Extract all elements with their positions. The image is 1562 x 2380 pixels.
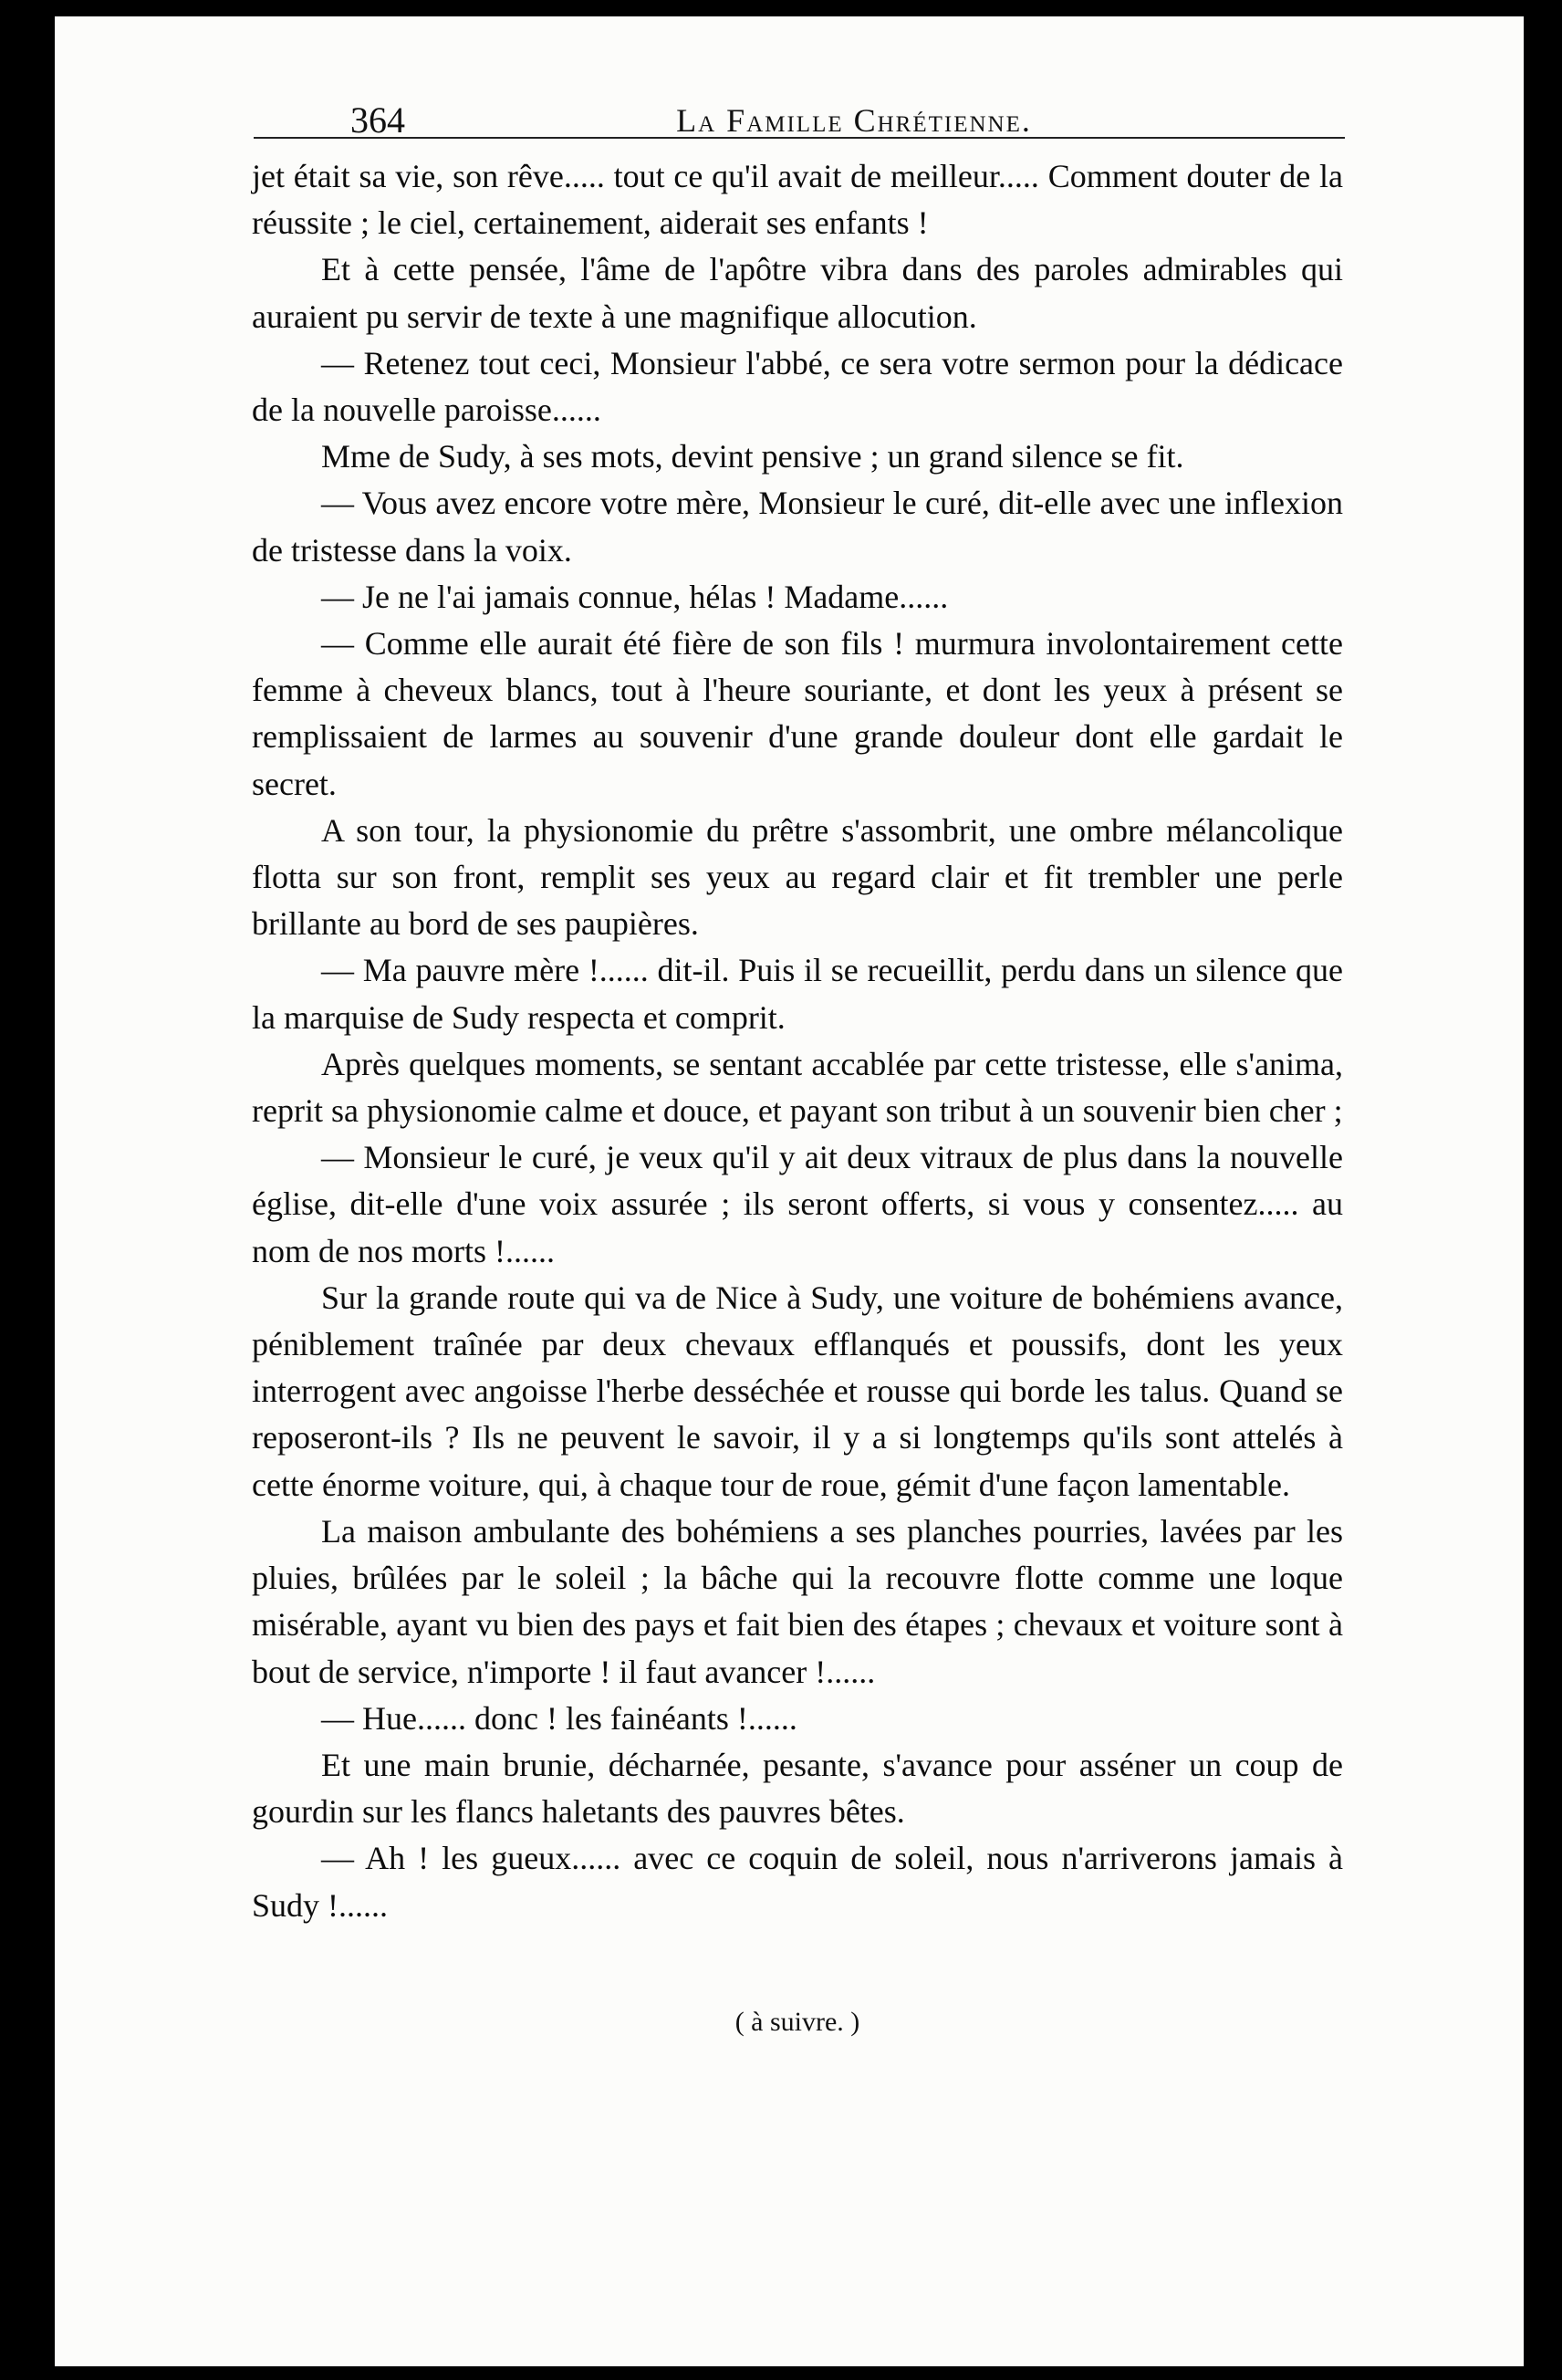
paragraph: Sur la grande route qui va de Nice à Sudy, une voiture de bohémiens avance, péniblement traînée par deux chevaux efflanqués et poussifs, dont les yeux interrogent avec angoisse l'herbe desséchée et rousse qui borde les talus. Quand se reposeront-ils ? Ils ne peuvent le savoir, il y a si longtemps qu'ils sont attelés à cette énorme voiture, qui, à chaque tour de roue, gémit d'une façon lamentable. [252,1279,1343,1503]
paragraph: — Je ne l'ai jamais connue, hélas ! Madame...... [321,578,949,615]
page-number: 364 [350,99,405,141]
paragraph: Mme de Sudy, à ses mots, devint pensive ; un grand silence se fit. [321,438,1184,475]
paragraph: — Ma pauvre mère !...... dit-il. Puis il se recueillit, perdu dans un silence que la marquise de Sudy respecta et comprit. [252,952,1343,1036]
paragraph: — Vous avez encore votre mère, Monsieur le curé, dit-elle avec une inflexion de tristesse dans la voix. [252,485,1343,569]
paragraph: Après quelques moments, se sentant accablée par cette tristesse, elle s'anima, reprit sa physionomie calme et douce, et payant son tribut à un souvenir bien cher ; [252,1045,1343,1130]
paragraph: Et une main brunie, décharnée, pesante, s'avance pour asséner un coup de gourdin sur les flancs haletants des pauvres bêtes. [252,1746,1343,1831]
running-title: La Famille Chrétienne. [676,102,1032,139]
paragraph-continuation: jet était sa vie, son rêve..... tout ce qu'il avait de meilleur..... Comment douter de la réussite ; le ciel, certainement, aiderait ses enfants ! [252,158,1343,242]
to-be-continued-note: ( à suivre. ) [734,2007,860,2037]
paragraph: — Monsieur le curé, je veux qu'il y ait deux vitraux de plus dans la nouvelle église, dit-elle d'une voix assurée ; ils seront offerts, si vous y consentez..... au nom de nos morts !...... [252,1139,1343,1269]
paragraph: A son tour, la physionomie du prêtre s'assombrit, une ombre mélancolique flotta sur son front, remplit ses yeux au regard clair et fit trembler une perle brillante au bord de ses paupières. [252,811,1343,943]
page-header [310,93,1398,148]
header-rule [254,137,1345,139]
paragraph: — Retenez tout ceci, Monsieur l'abbé, ce sera votre sermon pour la dédicace de la nouvelle paroisse...... [252,344,1343,429]
paragraph: Et à cette pensée, l'âme de l'apôtre vibra dans des paroles admirables qui auraient pu servir de texte à une magnifique allocution. [252,251,1343,335]
paragraph: — Ah ! les gueux...... avec ce coquin de soleil, nous n'arriverons jamais à Sudy !...... [252,1840,1343,1924]
article-body [252,153,1343,1929]
paragraph: — Comme elle aurait été fière de son fils ! murmura involontairement cette femme à cheveux blancs, tout à l'heure souriante, et dont les yeux à présent se remplissaient de larmes au souvenir d'une grande douleur dont elle gardait le secret. [252,625,1343,802]
paragraph: La maison ambulante des bohémiens a ses planches pourries, lavées par les pluies, brûlées par le soleil ; la bâche qui la recouvre flotte comme une loque misérable, ayant vu bien des pays et fait bien des étapes ; chevaux et voiture sont à bout de service, n'importe ! il faut avancer !...... [252,1512,1343,1690]
paragraph: — Hue...... donc ! les fainéants !...... [321,1699,797,1737]
